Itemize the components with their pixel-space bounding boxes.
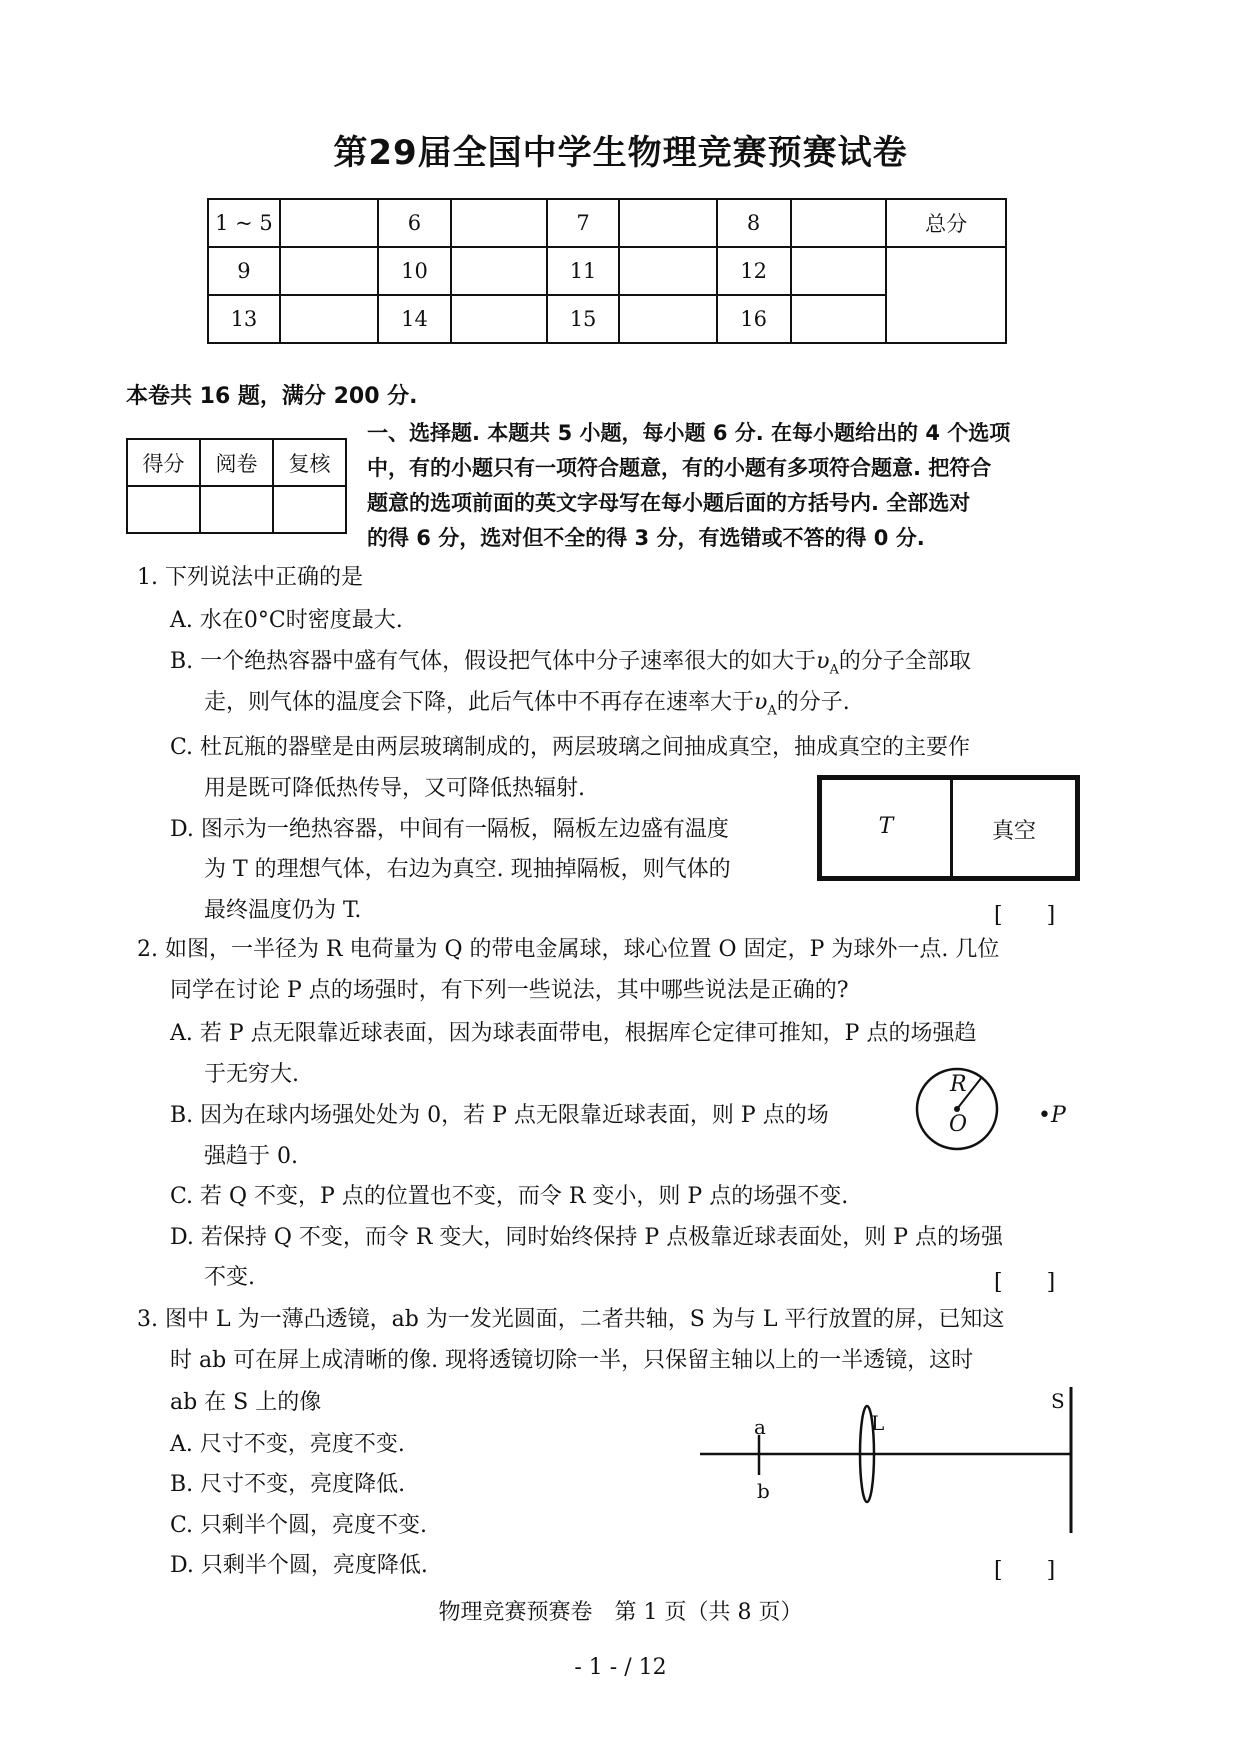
score-cell-blank[interactable] xyxy=(451,247,547,295)
q2-option-b-line2: 强趋于 0. xyxy=(204,1144,298,1169)
exam-intro: 本卷共 16 题，满分 200 分. xyxy=(126,384,418,409)
score-cell-blank[interactable] xyxy=(451,199,547,247)
point-p-label: •P xyxy=(1038,1103,1066,1128)
center-label: O xyxy=(949,1112,968,1137)
score-cell-blank[interactable] xyxy=(280,247,378,295)
q1-option-a: A. 水在0°C时密度最大. xyxy=(170,608,403,633)
q3-option-c: C. 只剩半个圆，亮度不变. xyxy=(170,1513,428,1538)
score-row xyxy=(208,199,1006,247)
container-gas-label: T xyxy=(878,814,894,839)
q2-option-c: C. 若 Q 不变，P 点的位置也不变，而令 R 变小，则 P 点的场强不变. xyxy=(170,1184,849,1209)
score-cell-blank[interactable] xyxy=(791,199,887,247)
score-cell-blank[interactable] xyxy=(619,199,717,247)
score-cell-label: 12 xyxy=(717,247,791,295)
score-cell-label: 11 xyxy=(547,247,619,295)
score-cell-label: 9 xyxy=(208,247,280,295)
q3-option-d: D. 只剩半个圆，亮度降低. xyxy=(170,1553,428,1578)
lens-figure xyxy=(700,1385,1090,1545)
grade-blank[interactable] xyxy=(127,486,200,533)
q3-stem-line2: 时 ab 可在屏上成清晰的像. 现将透镜切除一半，只保留主轴以上的一半透镜，这时 xyxy=(170,1348,974,1373)
grade-box xyxy=(126,438,347,534)
q3-option-a: A. 尺寸不变，亮度不变. xyxy=(170,1432,405,1457)
q1-stem: 1. 下列说法中正确的是 xyxy=(137,565,363,590)
radius-label: R xyxy=(950,1072,967,1097)
score-cell-label: 1 ~ 5 xyxy=(208,199,280,247)
q2-option-a-line1: A. 若 P 点无限靠近球表面，因为球表面带电，根据库仑定律可推知，P 点的场强趋 xyxy=(170,1021,977,1046)
screen-label: S xyxy=(1051,1389,1065,1413)
page-title: 第29届全国中学生物理竞赛预赛试卷 xyxy=(333,133,908,173)
q2-stem-line1: 2. 如图，一半径为 R 电荷量为 Q 的带电金属球，球心位置 O 固定，P 为球外一点. 几位 xyxy=(137,937,1000,962)
page-footer: 物理竞赛预赛卷 第 1 页（共 8 页） xyxy=(438,1600,803,1625)
score-cell-label: 13 xyxy=(208,295,280,343)
score-cell-label: 14 xyxy=(378,295,452,343)
q3-stem-line1: 3. 图中 L 为一薄凸透镜，ab 为一发光圆面，二者共轴，S 为与 L 平行放置的屏，已知这 xyxy=(137,1307,1005,1332)
score-cell-label: 10 xyxy=(378,247,452,295)
q2-option-a-line2: 于无穷大. xyxy=(204,1062,299,1087)
score-cell-blank[interactable] xyxy=(280,199,378,247)
grade-header-marker: 阅卷 xyxy=(200,439,273,486)
score-cell-label: 15 xyxy=(547,295,619,343)
score-cell-blank[interactable] xyxy=(791,295,887,343)
q3-stem-line3: ab 在 S 上的像 xyxy=(170,1390,322,1415)
q2-stem-line2: 同学在讨论 P 点的场强时，有下列一些说法，其中哪些说法是正确的? xyxy=(170,978,849,1003)
score-row xyxy=(208,247,1006,295)
total-score-label: 总分 xyxy=(886,199,1006,247)
q1-option-c-line1: C. 杜瓦瓶的器壁是由两层玻璃制成的，两层玻璃之间抽成真空，抽成真空的主要作 xyxy=(170,735,971,760)
score-table xyxy=(207,198,1007,344)
section1-line: 一、选择题. 本题共 5 小题，每小题 6 分. 在每小题给出的 4 个选项 xyxy=(367,421,1011,445)
container-vacuum-label: 真空 xyxy=(991,819,1036,844)
score-cell-blank[interactable] xyxy=(619,247,717,295)
lens-label: L xyxy=(871,1411,885,1435)
point-b-label: b xyxy=(757,1479,770,1503)
grade-header-reviewer: 复核 xyxy=(273,439,346,486)
point-a-label: a xyxy=(754,1415,766,1439)
q1-option-b-line1: B. 一个绝热容器中盛有气体，假设把气体中分子速率很大的如大于$\upsilon_A$的分子全部取 xyxy=(170,649,971,678)
grade-blank[interactable] xyxy=(200,486,273,533)
q3-option-b: B. 尺寸不变，亮度降低. xyxy=(170,1472,406,1497)
q2-answer-bracket[interactable]: [ ] xyxy=(994,1270,1056,1295)
section1-line: 题意的选项前面的英文字母写在每小题后面的方括号内. 全部选对 xyxy=(367,491,971,515)
total-score-blank[interactable] xyxy=(886,247,1006,343)
q1-option-d-line3: 最终温度仍为 T. xyxy=(204,898,362,923)
score-cell-blank[interactable] xyxy=(280,295,378,343)
grade-blank[interactable] xyxy=(273,486,346,533)
q1-option-d-line1: D. 图示为一绝热容器，中间有一隔板，隔板左边盛有温度 xyxy=(170,817,729,842)
q1-option-c-line2: 用是既可降低热传导，又可降低热辐射. xyxy=(204,776,585,801)
q1-answer-bracket[interactable]: [ ] xyxy=(994,903,1056,928)
score-cell-blank[interactable] xyxy=(791,247,887,295)
score-cell-label: 6 xyxy=(378,199,452,247)
score-cell-label: 16 xyxy=(717,295,791,343)
q2-option-d-line2: 不变. xyxy=(204,1265,255,1290)
score-cell-label: 8 xyxy=(717,199,791,247)
score-cell-label: 7 xyxy=(547,199,619,247)
q1-option-b-line2: 走，则气体的温度会下降，此后气体中不再存在速率大于$\upsilon_A$的分子. xyxy=(204,690,850,719)
q2-option-b-line1: B. 因为在球内场强处处为 0，若 P 点无限靠近球表面，则 P 点的场 xyxy=(170,1103,829,1128)
grade-header-score: 得分 xyxy=(127,439,200,486)
page-number: - 1 - / 12 xyxy=(574,1655,667,1680)
score-cell-blank[interactable] xyxy=(619,295,717,343)
q2-option-d-line1: D. 若保持 Q 不变，而令 R 变大，同时始终保持 P 点极靠近球表面处，则 P 点的场强 xyxy=(170,1225,1003,1250)
container-figure xyxy=(817,775,1080,881)
q3-answer-bracket[interactable]: [ ] xyxy=(994,1558,1056,1583)
q1-option-d-line2: 为 T 的理想气体，右边为真空. 现抽掉隔板，则气体的 xyxy=(204,857,731,882)
sphere-figure xyxy=(912,1063,1052,1155)
section1-line: 的得 6 分，选对但不全的得 3 分，有选错或不答的得 0 分. xyxy=(367,526,925,550)
score-cell-blank[interactable] xyxy=(451,295,547,343)
section1-line: 中，有的小题只有一项符合题意，有的小题有多项符合题意. 把符合 xyxy=(367,456,992,480)
